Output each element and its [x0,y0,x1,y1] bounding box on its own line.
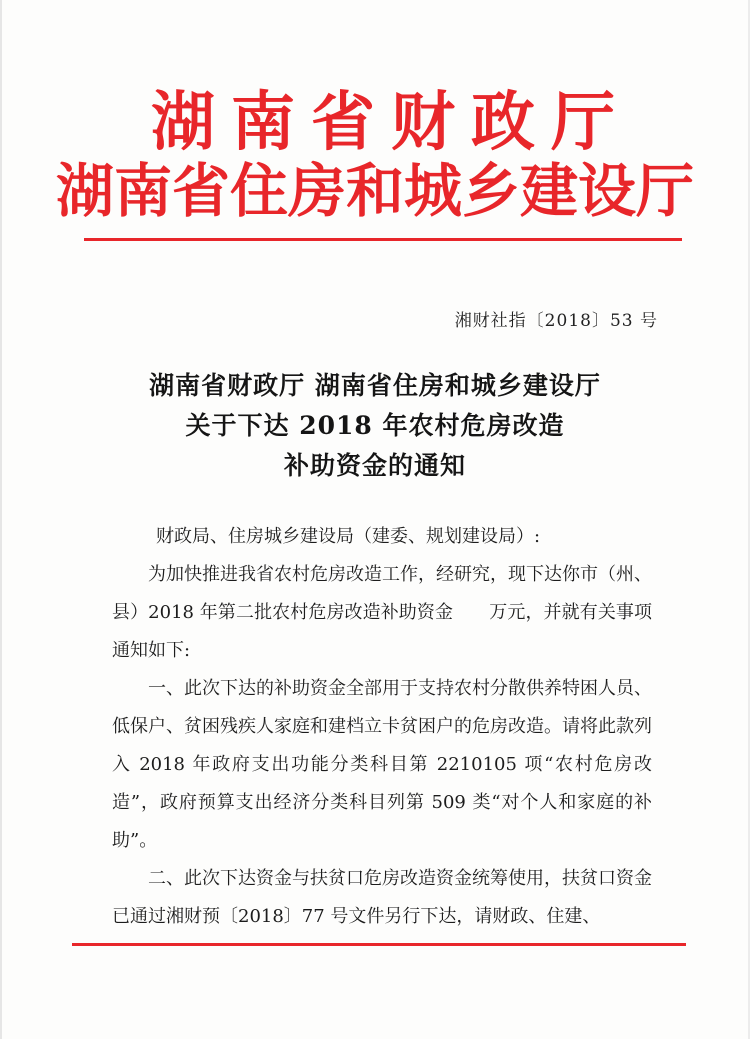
document-title [0,366,750,486]
body-paragraph-item-1: 一、此次下达的补助资金全部用于支持农村分散供养特困人员、低保户、贫困残疾人家庭和建档立卡贫困户的危房改造。请将此款列入 2018 年政府支出功能分类科目第 2210105 项“农村危房改造”，政府预算支出经济分类科目列第 509 类“对个人和家庭的补助”。 [112,678,652,851]
recipient-line: 财政局、住房城乡建设局（建委、规划建设局）: [156,526,541,547]
masthead-issuer-finance: 湖南省财政厅 [151,86,631,160]
document-body [112,518,652,936]
body-paragraph-item-2: 二、此次下达资金与扶贫口危房改造资金统筹使用，扶贫口资金已通过湘财预〔2018〕77 号文件另行下达，请财政、住建、 [112,868,652,927]
body-paragraph-intro: 为加快推进我省农村危房改造工作，经研究，现下达你市（州、县）2018 年第二批农村危房改造补助资金 万元，并就有关事项通知如下: [112,564,652,661]
masthead-issuer-housing: 湖南省住房和城乡建设厅 [55,157,694,225]
footer-red-rule [72,943,686,946]
title-line-2: 关于下达 2018 年农村危房改造 [185,411,565,440]
document-number: 湘财社指〔2018〕53 号 [454,311,658,331]
masthead-red-rule [84,238,682,241]
title-line-3: 补助资金的通知 [283,451,466,480]
title-line-1: 湖南省财政厅 湖南省住房和城乡建设厅 [149,371,601,400]
